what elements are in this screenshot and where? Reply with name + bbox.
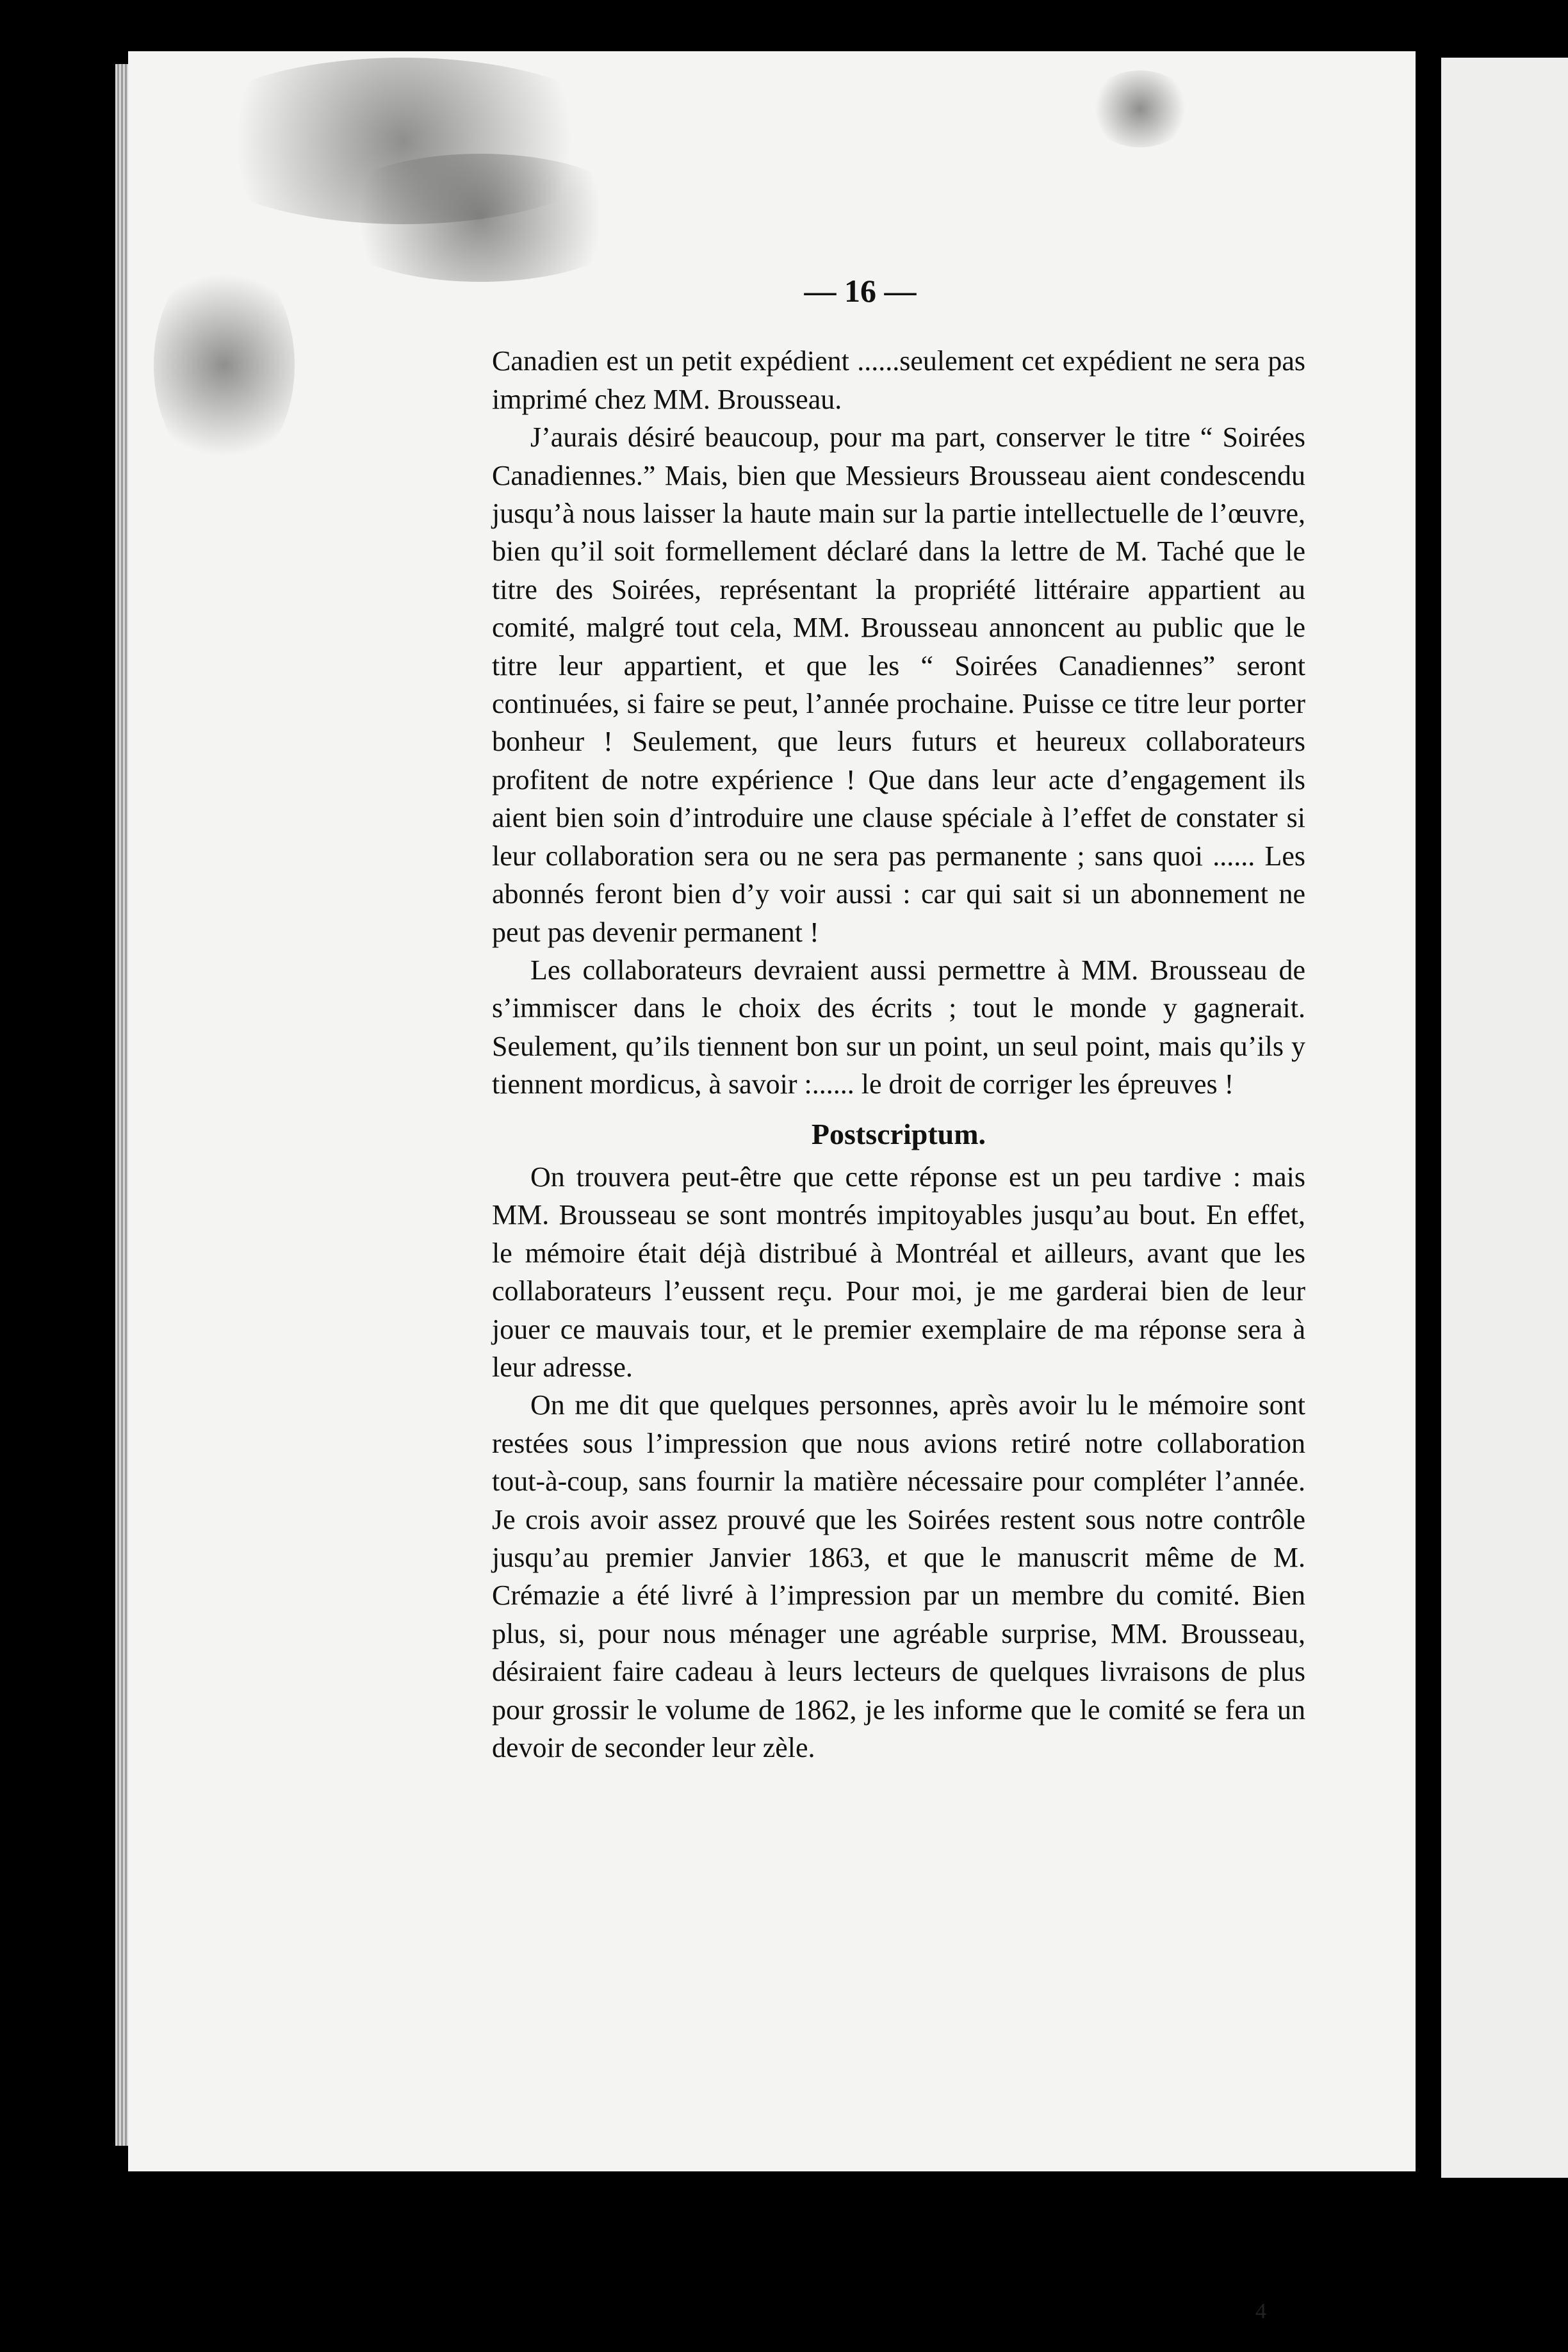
section-heading: Postscriptum. bbox=[811, 1117, 986, 1150]
foxing-stain bbox=[320, 154, 641, 282]
page-number: — 16 — bbox=[804, 273, 917, 309]
page-text bbox=[492, 272, 1305, 1767]
foxing-stain bbox=[154, 256, 295, 474]
paragraph: On trouvera peut-être que cette réponse est un peu tardive : mais MM. Brousseau se sont montrés impitoyables jusqu’au bout. En effet, le mémoire était déjà distribué à Montréal et ailleurs, avant que les collaborateurs l’eussent reçu. Pour moi, je me garderai bien de leur jouer ce mauvais tour, et le premier exemplaire de ma réponse sera à leur adresse. bbox=[492, 1161, 1305, 1383]
foxing-stain bbox=[1089, 70, 1191, 147]
corner-mark: 4 bbox=[1255, 2299, 1266, 2323]
paragraph: Canadien est un petit expédient ......seulement cet expédient ne sera pas imprimé chez MM. Brousseau. bbox=[492, 345, 1305, 415]
paragraph: On me dit que quelques personnes, après avoir lu le mémoire sont restées sous l’impression que nous avions retiré notre collaboration tout-à-coup, sans fournir la matière nécessaire pour compléter l’année. Je crois avoir assez prouvé que les Soirées restent sous notre contrôle jusqu’au premier Janvier 1863, et que le manuscrit même de M. Crémazie a été livré à l’impression par un membre du comité. Bien plus, si, pour nous ménager une agréable surprise, MM. Brousseau, désiraient faire cadeau à leurs lecteurs de quelques livraisons de plus pour grossir le volume de 1862, je les informe que le comité se fera un devoir de seconder leur zèle. bbox=[492, 1389, 1305, 1764]
paragraph: Les collaborateurs devraient aussi permettre à MM. Brousseau de s’immiscer dans le choix des écrits ; tout le monde y gagnerait. Seulement, qu’ils tiennent bon sur un point, un seul point, mais qu’ils y tiennent mordicus, à savoir :...... le droit de corriger les épreuves ! bbox=[492, 954, 1305, 1100]
facing-page bbox=[1441, 58, 1568, 2178]
paragraph: J’aurais désiré beaucoup, pour ma part, conserver le titre “ Soirées Canadiennes.” Mais, bien que Messieurs Brousseau aient condescendu jusqu’à nous laisser la haute main sur la partie intellectuelle de l’œuvre, bien qu’il soit formellement déclaré dans la lettre de M. Taché que le titre des Soirées, représentant la propriété littéraire appartient au comité, malgré tout cela, MM. Brousseau annoncent au public que le titre leur appartient, et que les “ Soirées Canadiennes” seront continuées, si faire se peut, l’année prochaine. Puisse ce titre leur porter bonheur ! Seulement, que leurs futurs et heureux collaborateurs profitent de notre expérience ! Que dans leur acte d’engagement ils aient bien soin d’introduire une clause spéciale à l’effet de constater si leur collaboration sera ou ne sera pas permanente ; sans quoi ...... Les abonnés feront bien d’y voir aussi : car qui sait si un abonnement ne peut pas devenir permanent ! bbox=[492, 421, 1305, 948]
